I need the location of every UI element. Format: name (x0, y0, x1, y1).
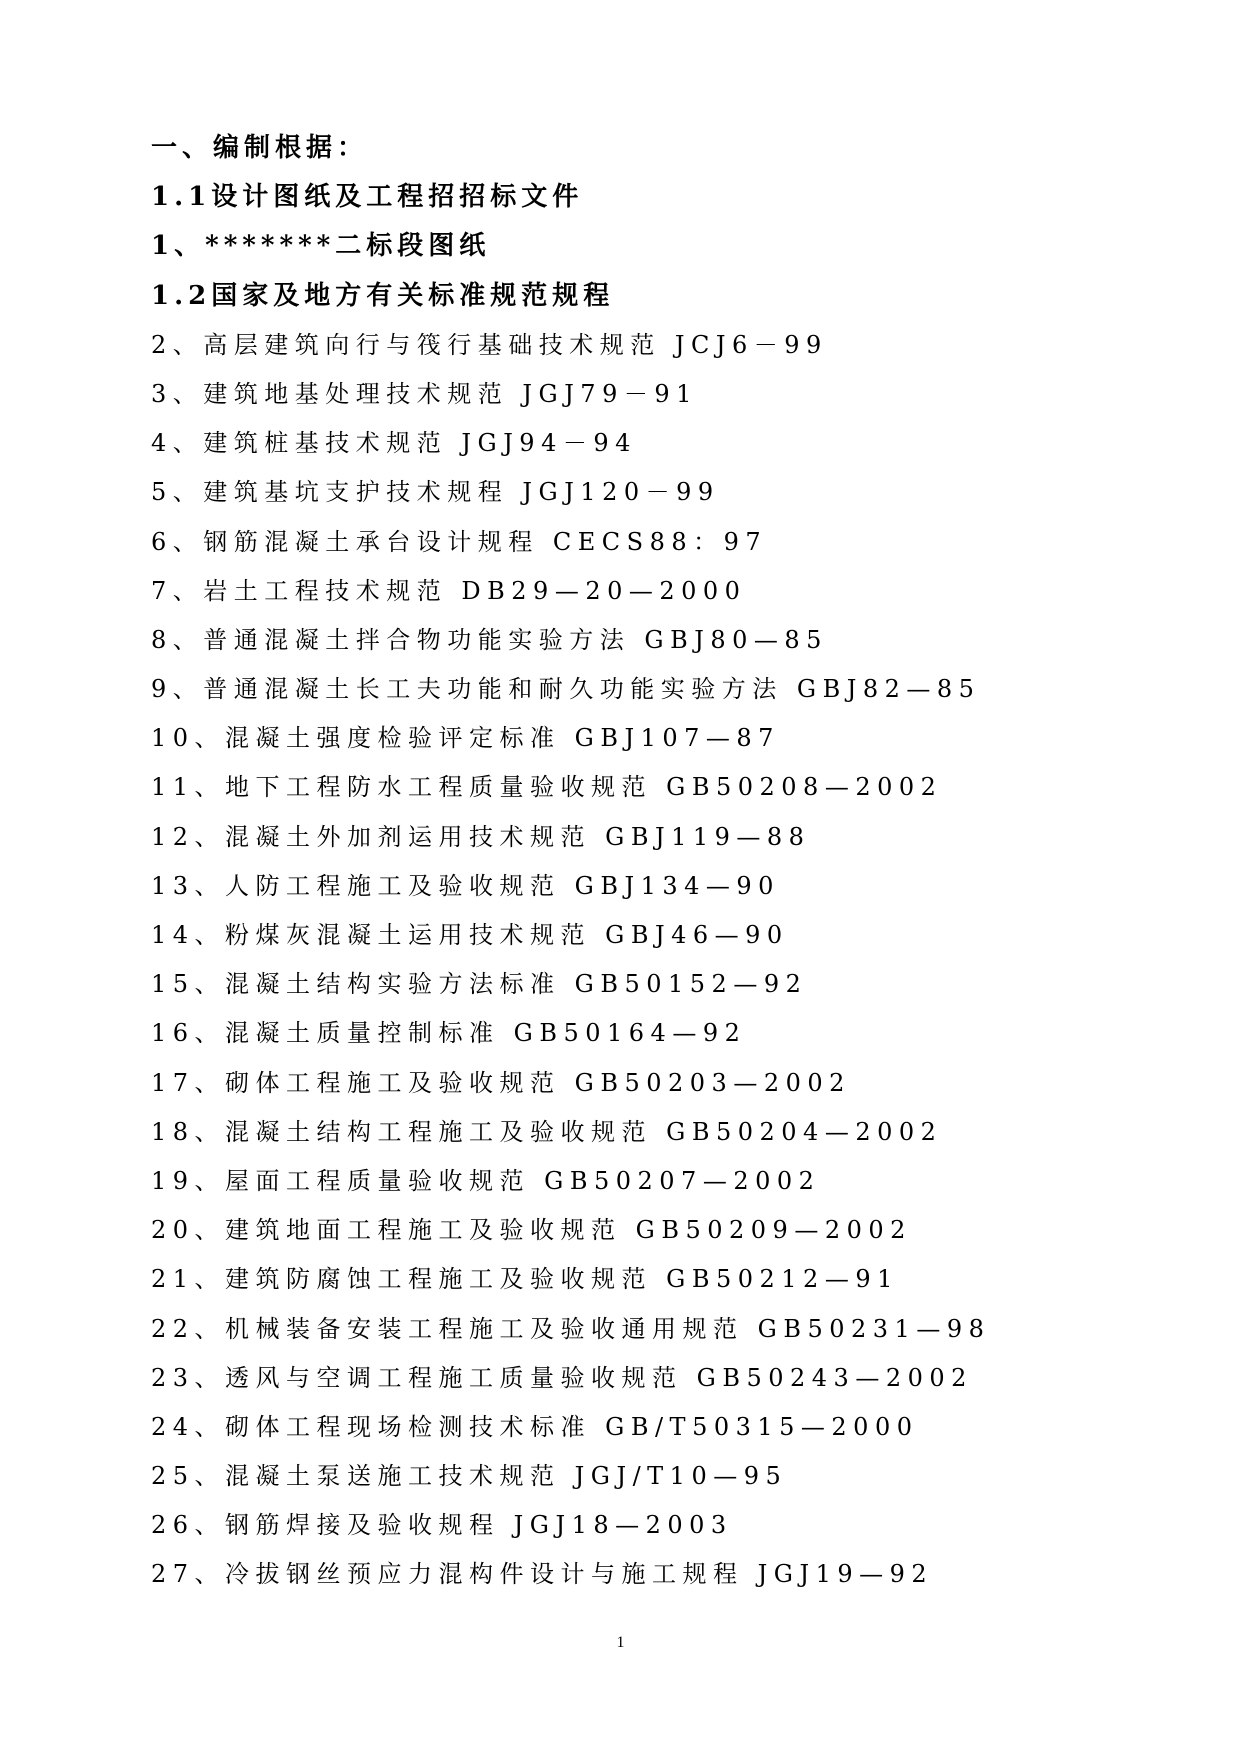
list-item: 6、钢筋混凝土承台设计规程 CECS88：97 (151, 527, 768, 556)
list-item: 4、建筑桩基技术规范 JGJ94－94 (151, 429, 637, 458)
list-item: 2、高层建筑向行与筏行基础技术规范 JCJ6－99 (151, 330, 828, 359)
list-item: 13、人防工程施工及验收规范 GBJ134—90 (151, 871, 780, 900)
section-heading: 一、编制根据： (151, 133, 369, 163)
list-item: 8、普通混凝土拌合物功能实验方法 GBJ80—85 (151, 625, 828, 654)
document-body (151, 124, 1151, 1600)
list-item: 11、地下工程防水工程质量验收规范 GB50208—2002 (151, 773, 943, 802)
list-item: 7、岩土工程技术规范 DB29—20—2000 (151, 576, 747, 605)
page-number: 1 (616, 1634, 625, 1651)
list-item: 26、钢筋焊接及验收规程 JGJ18—2003 (151, 1511, 733, 1540)
subsection-heading: 1.1设计图纸及工程招招标文件 (151, 182, 584, 213)
list-item: 17、砌体工程施工及验收规范 GB50203—2002 (151, 1068, 851, 1097)
list-item: 23、透风与空调工程施工质量验收规范 GB50243—2002 (151, 1363, 973, 1392)
list-item: 14、粉煤灰混凝土运用技术规范 GBJ46—90 (151, 921, 789, 949)
list-item: 25、混凝土泵送施工技术规范 JGJ/T10—95 (151, 1462, 788, 1491)
list-item: 15、混凝土结构实验方法标准 GB50152—92 (151, 970, 808, 999)
list-item: 20、建筑地面工程施工及验收规范 GB50209—2002 (151, 1216, 912, 1245)
list-item: 10、混凝土强度检验评定标准 GBJ107—87 (151, 724, 780, 753)
list-item-heading: 1、*******二标段图纸 (151, 231, 491, 262)
list-item: 9、普通混凝土长工夫功能和耐久功能实验方法 GBJ82—85 (151, 675, 981, 704)
list-item: 3、建筑地基处理技术规范 JGJ79－91 (151, 379, 698, 408)
subsection-heading: 1.2国家及地方有关标准规范规程 (151, 280, 615, 311)
list-item: 24、砌体工程现场检测技术标准 GB/T50315—2000 (151, 1412, 919, 1441)
list-item: 18、混凝土结构工程施工及验收规范 GB50204—2002 (151, 1117, 943, 1146)
list-item: 27、冷拔钢丝预应力混构件设计与施工规程 JGJ19—92 (151, 1560, 934, 1589)
list-item: 22、机械装备安装工程施工及验收通用规范 GB50231—98 (151, 1314, 991, 1343)
list-item: 5、建筑基坑支护技术规程 JGJ120－99 (151, 478, 720, 507)
list-item: 12、混凝土外加剂运用技术规范 GBJ119—88 (151, 822, 811, 851)
list-item: 16、混凝土质量控制标准 GB50164—92 (151, 1019, 747, 1048)
list-item: 21、建筑防腐蚀工程施工及验收规范 GB50212—91 (151, 1265, 899, 1294)
list-item: 19、屋面工程质量验收规范 GB50207—2002 (151, 1166, 821, 1195)
